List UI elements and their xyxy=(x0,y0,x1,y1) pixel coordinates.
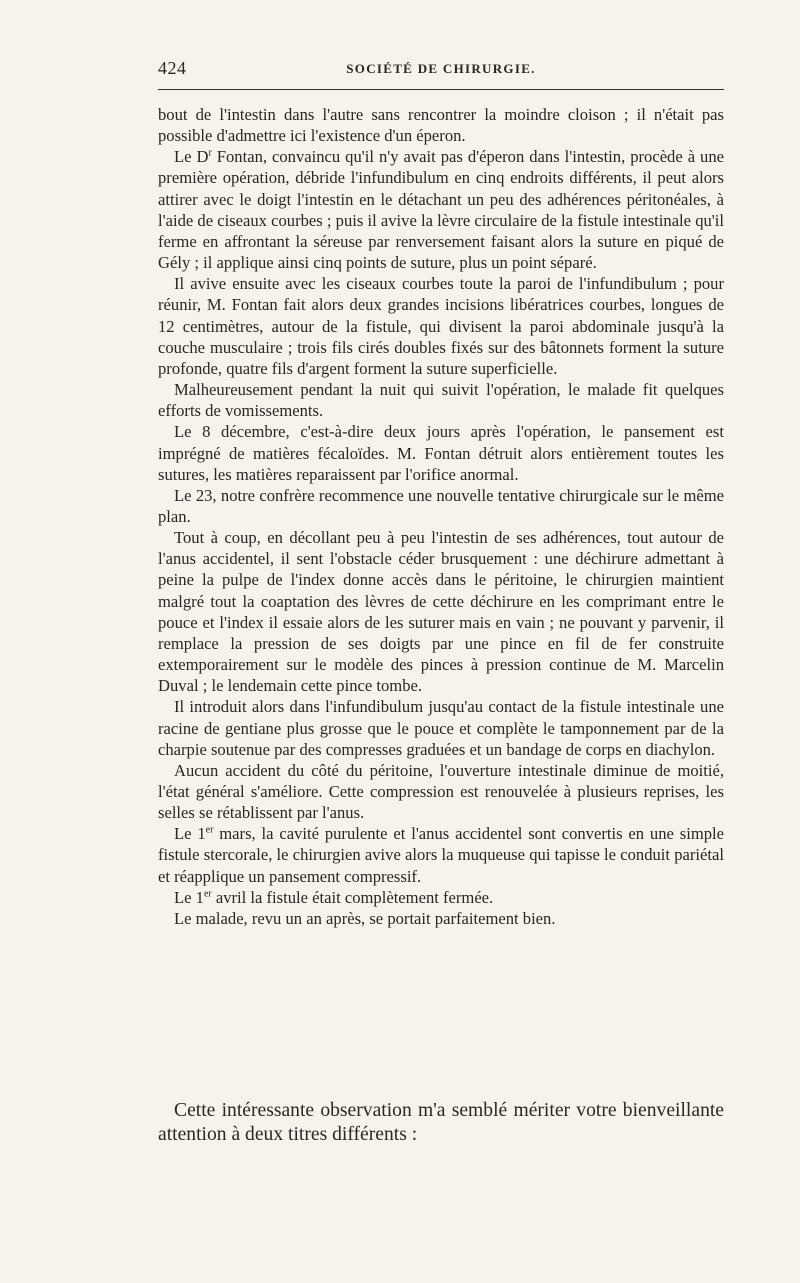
paragraph: Le 1er mars, la cavité purulente et l'anus accidentel sont convertis en une simple fistule stercorale, le chirurgien avive alors la muqueuse qui tapisse le conduit pariétal et réapplique un pansement compressif. xyxy=(158,824,724,886)
paragraph: Malheureusement pendant la nuit qui suivit l'opération, le malade fit quelques efforts de vomissements. xyxy=(158,380,724,421)
page-number: 424 xyxy=(158,58,187,78)
body-text xyxy=(158,104,724,929)
header-rule xyxy=(158,89,724,90)
paragraph: Le 23, notre confrère recommence une nouvelle tentative chirurgicale sur le même plan. xyxy=(158,485,724,526)
paragraph: bout de l'intestin dans l'autre sans rencontrer la moindre cloison ; il n'était pas possible d'admettre ici l'existence d'un éperon. xyxy=(158,105,724,146)
paragraph: Le $D^r$ Fontan, convaincu qu'il n'y avait pas d'éperon dans l'intestin, procède à une première opération, débride l'infundibulum en cinq endroits différents, il peut alors attirer avec le doigt l'intestin en le détachant un peu des adhérences péritonéales, à l'aide de ciseaux courbes ; puis il avive la lèvre circulaire de la fistule intestinale qu'il ferme en affrontant la séreuse par renversement faisant alors la suture en piqué de Gély ; il applique ainsi cinq points de suture, plus un point séparé. xyxy=(158,147,724,273)
paragraph: Le malade, revu un an après, se portait parfaitement bien. xyxy=(174,908,556,928)
closing-paragraph: Cette intéressante observation m'a semblé mériter votre bienveillante attention à deux titres différents : xyxy=(158,1100,724,1145)
paragraph: Il introduit alors dans l'infundibulum jusqu'au contact de la fistule intestinale une racine de gentiane plus grosse que le pouce et complète le tamponnement par de la charpie soutenue par des compresses graduées et un bandage de corps en diachylon. xyxy=(158,697,724,759)
paragraph: Aucun accident du côté du péritoine, l'ouverture intestinale diminue de moitié, l'état général s'améliore. Cette compression est renouvelée à plusieurs reprises, les selles se rétablissent par l'anus. xyxy=(158,760,724,823)
paragraph: Tout à coup, en décollant peu à peu l'intestin de ses adhérences, tout autour de l'anus accidentel, il sent l'obstacle céder brusquement : une déchirure admettant à peine la pulpe de l'index donne accès dans le péritoine, le chirurgien maintient malgré tout la coaptation des lèvres de cette déchirure en les comprimant entre le pouce et l'index il essaie alors de les suturer mais en vain ; ne pouvant y parvenir, il remplace la pression de ses doigts par une pince en fil de fer construite extemporairement sur le modèle des pinces à pression continue de M. Marcelin Duval ; le lendemain cette pince tombe. xyxy=(158,528,724,696)
closing-text xyxy=(158,1099,724,1147)
paragraph: Le 1er avril la fistule était complètement fermée. xyxy=(174,887,494,907)
running-head xyxy=(158,58,724,82)
paragraph: Il avive ensuite avec les ciseaux courbes toute la paroi de l'infundibulum ; pour réunir, M. Fontan fait alors deux grandes incisions libératrices courbes, longues de 12 centimètres, autour de la fistule, qui divisent la paroi abdominale jusqu'à la couche musculaire ; trois fils cirés doubles fixés sur des bâtonnets forment la suture profonde, quatre fils d'argent forment la suture superficielle. xyxy=(158,274,724,378)
running-title: SOCIÉTÉ DE CHIRURGIE. xyxy=(346,61,536,76)
paragraph: Le 8 décembre, c'est-à-dire deux jours après l'opération, le pansement est imprégné de matières fécaloïdes. M. Fontan détruit alors entièrement toutes les sutures, les matières reparaissent par l'orifice anormal. xyxy=(158,422,724,484)
